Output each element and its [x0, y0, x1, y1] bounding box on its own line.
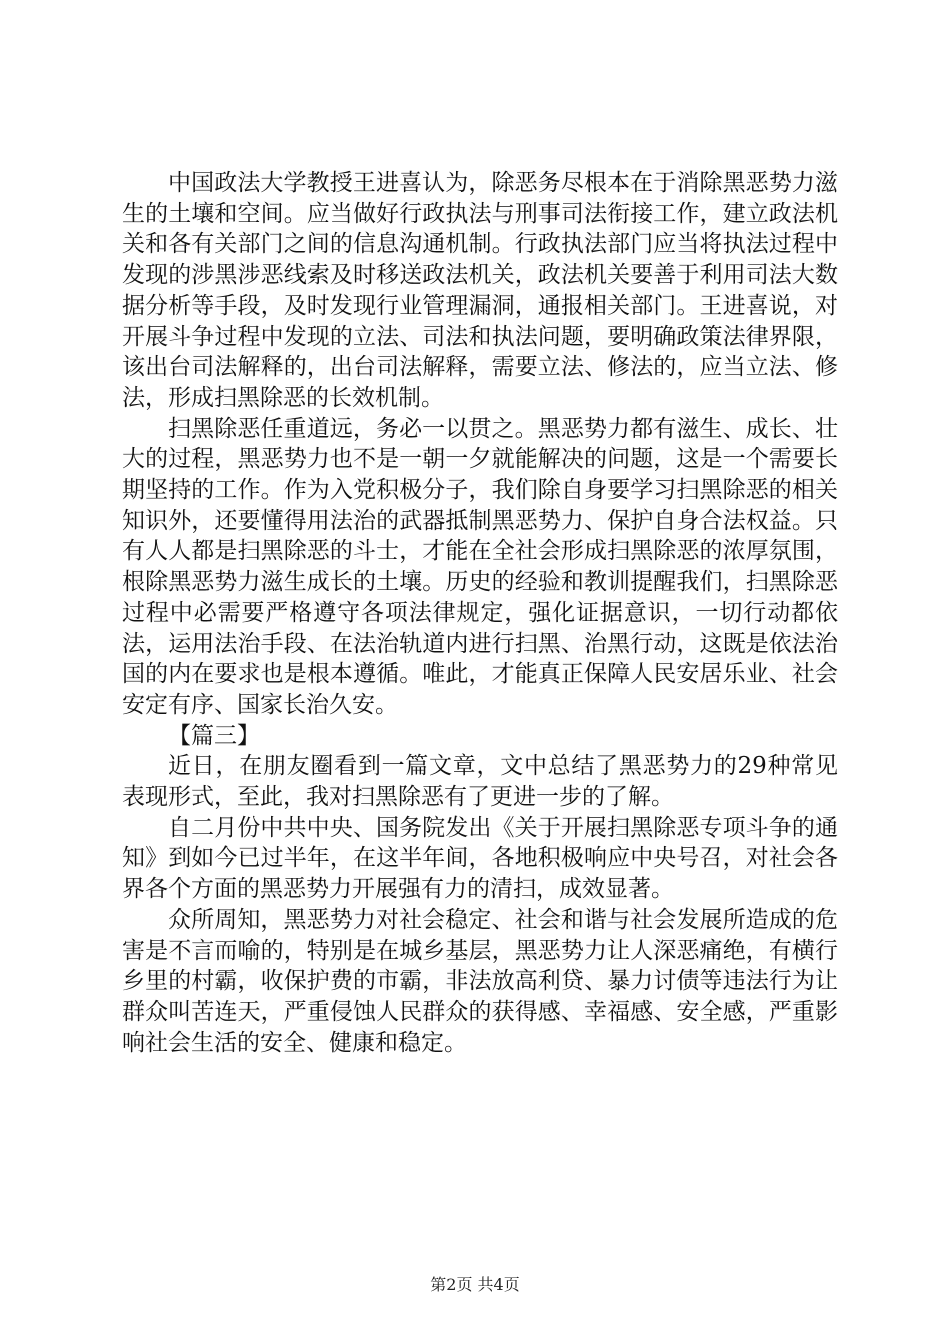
paragraph-4: 自二月份中共中央、国务院发出《关于开展扫黑除恶专项斗争的通知》到如今已过半年，在这半年间，各地积极响应中央号召，对社会各界各个方面的黑恶势力开展强有力的清扫，成效显著。 [122, 814, 838, 903]
page-footer: 第2页 共4页 [430, 1275, 520, 1294]
paragraph-1: 中国政法大学教授王进喜认为，除恶务尽根本在于消除黑恶势力滋生的土壤和空间。应当做好行政执法与刑事司法衔接工作，建立政法机关和各有关部门之间的信息沟通机制。行政执法部门应当将执法过程中发现的涉黑涉恶线索及时移送政法机关，政法机关要善于利用司法大数据分析等手段，及时发现行业管理漏洞，通报相关部门。王进喜说，对开展斗争过程中发现的立法、司法和执法问题，要明确政策法律界限，该出台司法解释的，出台司法解释，需要立法、修法的，应当立法、修法，形成扫黑除恶的长效机制。 [122, 170, 838, 411]
paragraph-2: 扫黑除恶任重道远，务必一以贯之。黑恶势力都有滋生、成长、壮大的过程，黑恶势力也不是一朝一夕就能解决的问题，这是一个需要长期坚持的工作。作为入党积极分子，我们除自身要学习扫黑除恶的相关知识外，还要懂得用法治的武器抵制黑恶势力、保护自身合法权益。只有人人都是扫黑除恶的斗士，才能在全社会形成扫黑除恶的浓厚氛围，根除黑恶势力滋生成长的土壤。历史的经验和教训提醒我们，扫黑除恶过程中必需要严格遵守各项法律规定，强化证据意识，一切行动都依法，运用法治手段、在法治轨道内进行扫黑、治黑行动，这既是依法治国的内在要求也是根本遵循。唯此，才能真正保障人民安居乐业、社会安定有序、国家长治久安。 [122, 415, 838, 718]
section-heading: 【篇三】 [168, 722, 260, 749]
paragraph-5: 众所周知，黑恶势力对社会稳定、社会和谐与社会发展所造成的危害是不言而喻的，特别是在城乡基层，黑恶势力让人深恶痛绝，有横行乡里的村霸，收保护费的市霸，非法放高利贷、暴力讨债等违法行为让群众叫苦连天，严重侵蚀人民群众的获得感、幸福感、安全感，严重影响社会生活的安全、健康和稳定。 [122, 906, 838, 1056]
document-body [122, 168, 838, 1058]
paragraph-3: 近日，在朋友圈看到一篇文章，文中总结了黑恶势力的29种常见表现形式，至此，我对扫黑除恶有了更进一步的了解。 [122, 753, 838, 811]
